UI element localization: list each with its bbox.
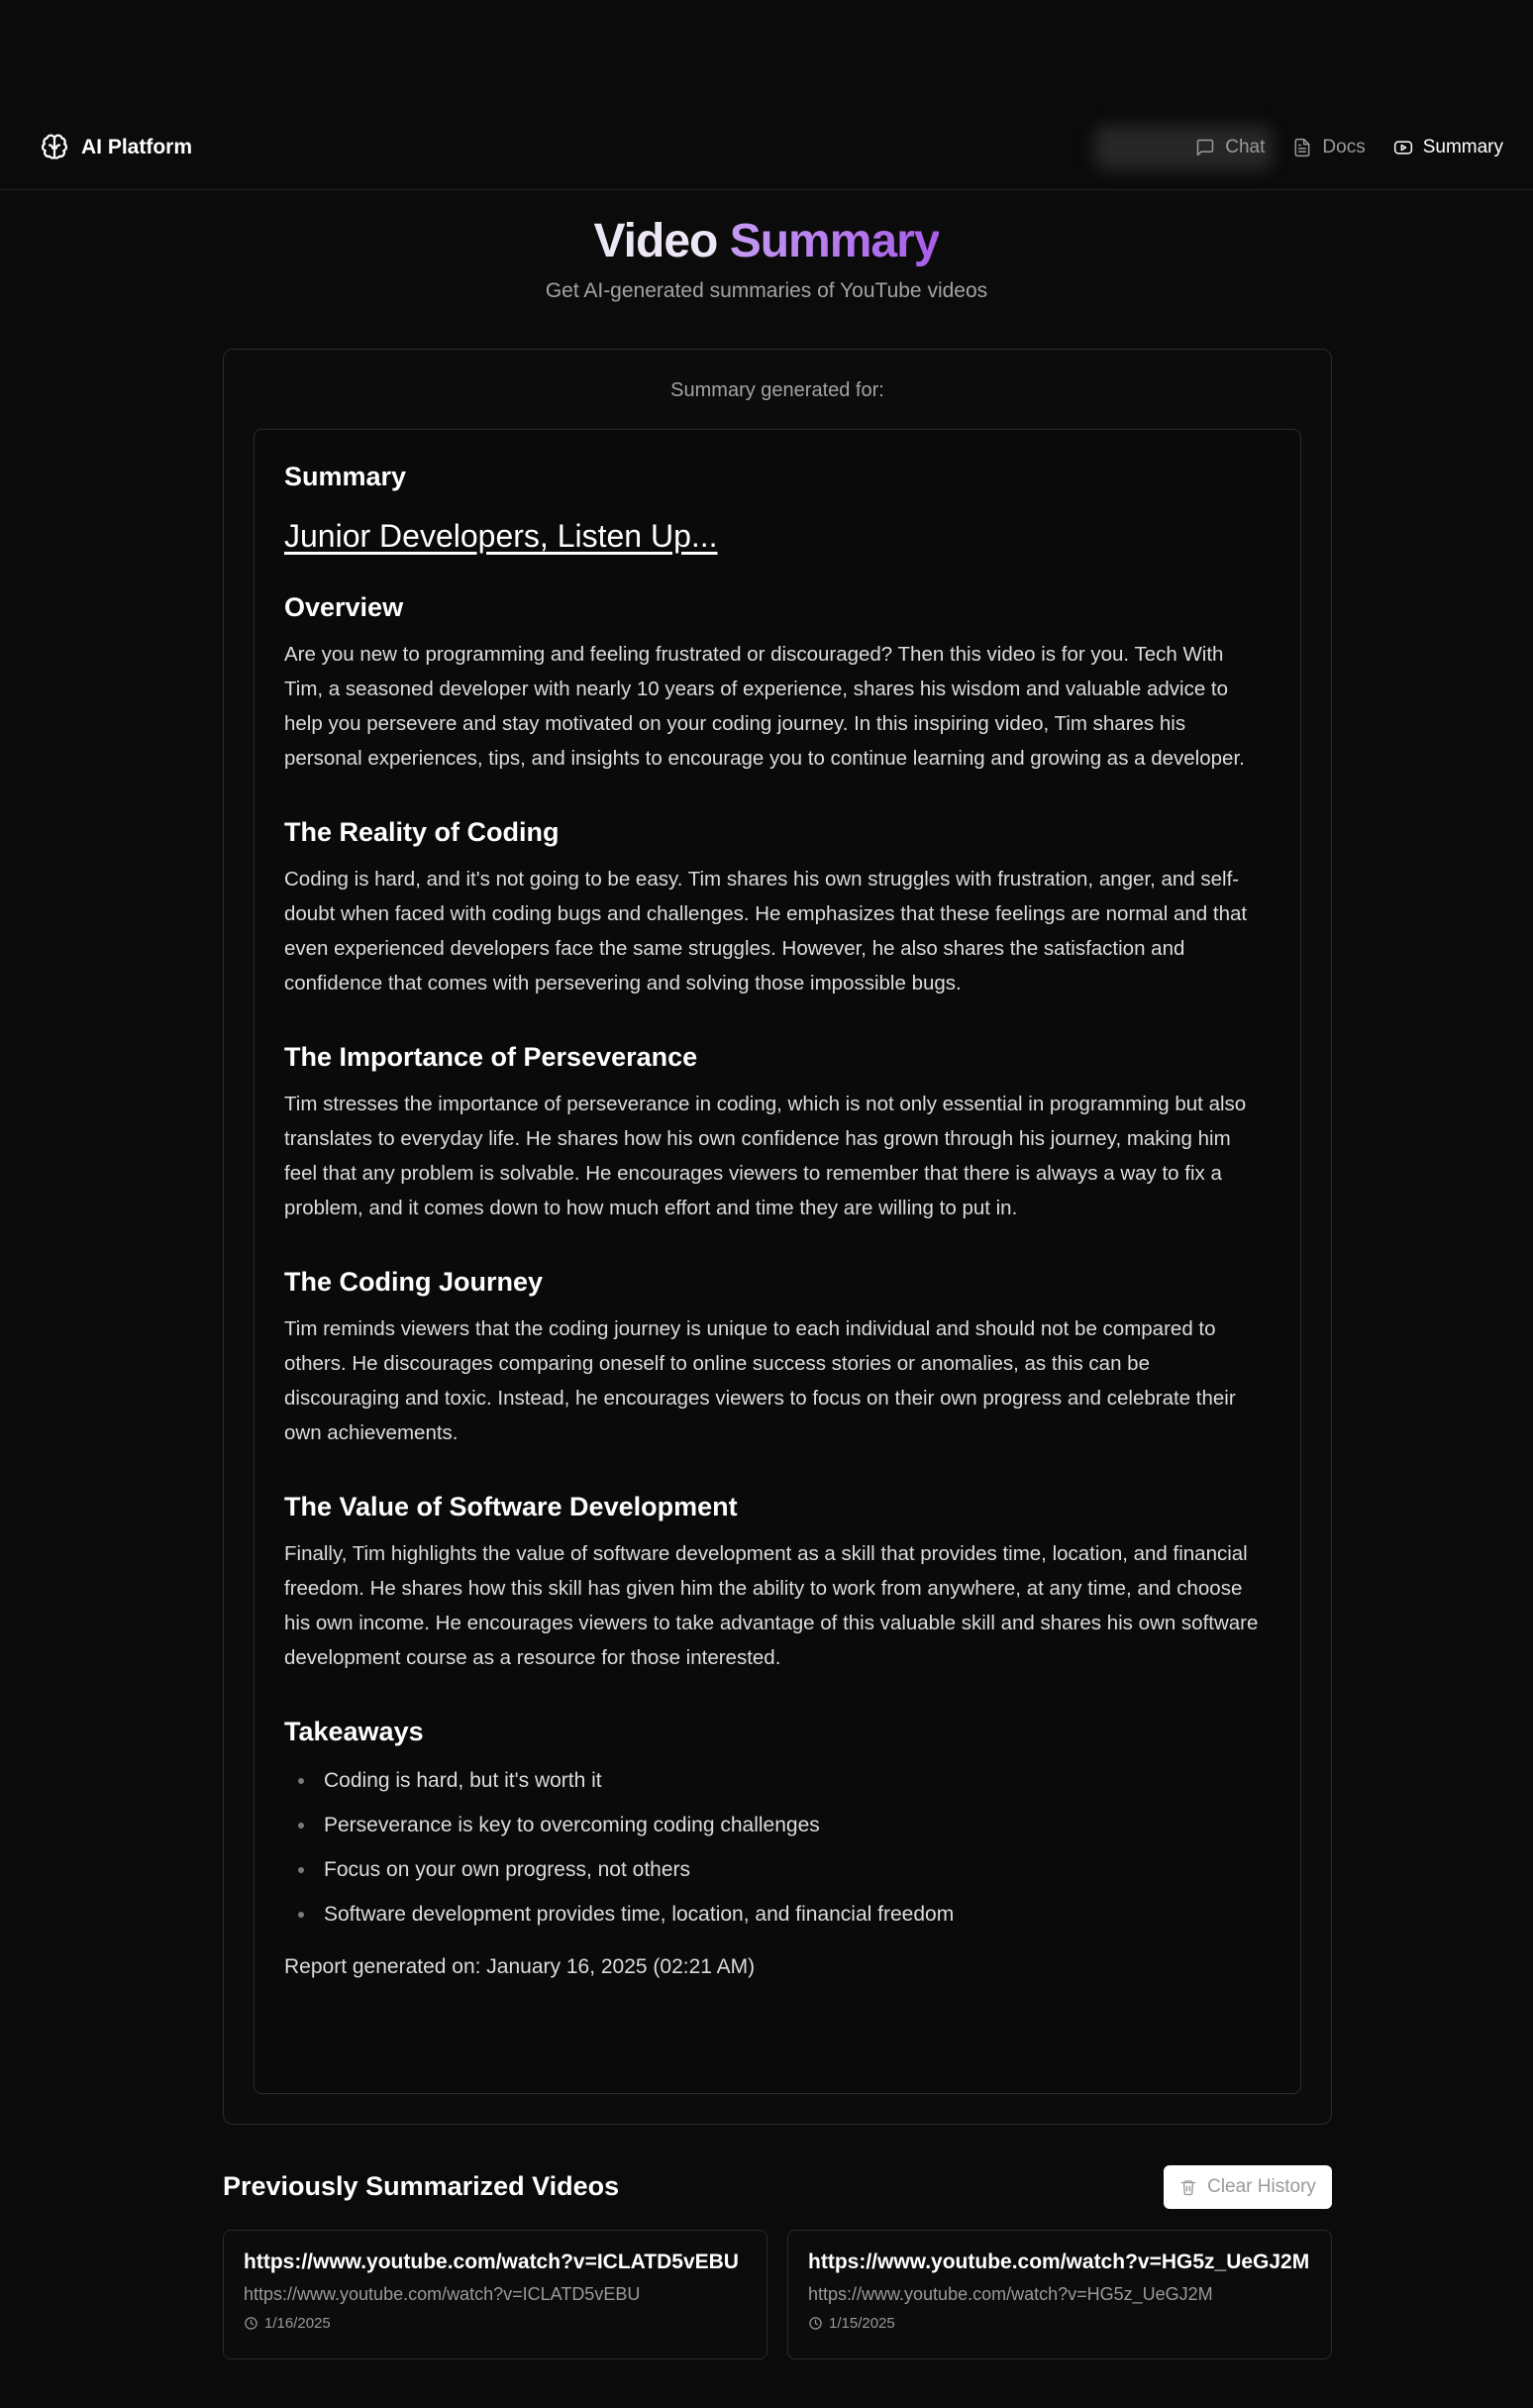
- summary-content: [254, 429, 1301, 2094]
- section-heading: The Reality of Coding: [284, 817, 560, 847]
- section-heading: Overview: [284, 592, 404, 622]
- history-card-url: https://www.youtube.com/watch?v=HG5z_UeGJ2M: [808, 2284, 1213, 2304]
- clock-icon: [244, 2316, 258, 2331]
- history-card-date: [808, 2315, 1311, 2332]
- section-reality-of-coding: [284, 817, 1267, 1000]
- section-body: Coding is hard, and it's not going to be easy. Tim shares his own struggles with frustration, anger, and self-doubt when faced with coding bugs and challenges. He emphasizes that these feelings are normal and that even experienced developers face the same struggles. However, he also shares the satisfaction and confidence that comes with persevering and solving those impossible bugs.: [284, 868, 1248, 995]
- takeaway-text: Software development provides time, location, and financial freedom: [324, 1903, 955, 1926]
- history-heading: Previously Summarized Videos: [223, 2171, 620, 2201]
- history-card[interactable]: [787, 2230, 1332, 2359]
- section-heading: The Value of Software Development: [284, 1492, 738, 1521]
- page-title: [0, 214, 1533, 268]
- bullet-icon: [298, 1778, 304, 1784]
- brand[interactable]: [40, 133, 192, 162]
- section-coding-journey: [284, 1267, 1267, 1450]
- nav-docs-label: Docs: [1322, 137, 1366, 157]
- summary-card: [223, 349, 1332, 2125]
- summary-heading: Summary: [284, 462, 407, 491]
- takeaway-text: Perseverance is key to overcoming coding challenges: [324, 1814, 820, 1836]
- nav-chat[interactable]: [1181, 133, 1278, 162]
- section-overview: [284, 592, 1267, 776]
- takeaways: [284, 1717, 1267, 1941]
- youtube-icon: [1393, 138, 1413, 157]
- report-date: Report generated on: January 16, 2025 (02:21 AM): [284, 1955, 756, 1978]
- trash-icon: [1179, 2178, 1197, 2196]
- nav-summary-label: Summary: [1422, 137, 1503, 157]
- generated-for-label: Summary generated for:: [670, 379, 884, 401]
- section-value-of-software-development: [284, 1492, 1267, 1675]
- clear-history-label: Clear History: [1207, 2176, 1316, 2197]
- takeaways-heading: Takeaways: [284, 1717, 424, 1746]
- page-title-part1: Video: [593, 215, 718, 267]
- list-item: [284, 1808, 1267, 1852]
- file-text-icon: [1292, 138, 1312, 157]
- message-square-icon: [1195, 138, 1215, 157]
- history-card-date-text: 1/16/2025: [264, 2315, 331, 2332]
- section-body: Finally, Tim highlights the value of software development as a skill that provides time, location, and financial freedom. He shares how this skill has given him the ability to work from anywhere, at any time, and choose his own income. He encourages viewers to take advantage of this valuable skill and shares his own software development course as a resource for those interested.: [284, 1542, 1259, 1669]
- brain-icon: [40, 133, 69, 162]
- history-card-title[interactable]: https://www.youtube.com/watch?v=HG5z_UeGJ2M: [808, 2251, 1310, 2273]
- takeaway-text: Coding is hard, but it's worth it: [324, 1769, 602, 1792]
- section-body: Tim stresses the importance of perseverance in coding, which is not only essential in programming but also translates to everyday life. He shares how his own confidence has grown through his journey, making him feel that any problem is solvable. He encourages viewers to remember that there is always a way to fix a problem, and it comes down to how much effort and time they are willing to put in.: [284, 1093, 1247, 1219]
- history-card-title[interactable]: https://www.youtube.com/watch?v=ICLATD5vEBU: [244, 2251, 739, 2273]
- takeaways-list: [284, 1763, 1267, 1941]
- brand-name: AI Platform: [81, 136, 193, 158]
- nav-chat-label: Chat: [1225, 137, 1266, 157]
- bullet-icon: [298, 1823, 304, 1829]
- top-navbar: [0, 0, 1533, 190]
- history-card[interactable]: [223, 2230, 767, 2359]
- page-title-part2: Summary: [729, 215, 940, 267]
- section-heading: The Coding Journey: [284, 1267, 544, 1297]
- video-title-link[interactable]: Junior Developers, Listen Up...: [284, 518, 718, 554]
- bullet-icon: [298, 1912, 304, 1918]
- clock-icon: [808, 2316, 823, 2331]
- section-body: Are you new to programming and feeling frustrated or discouraged? Then this video is for you. Tech With Tim, a seasoned developer with nearly 10 years of experience, shares his wisdom and valuable advice to help you persevere and stay motivated on your coding journey. In this inspiring video, Tim shares his personal experiences, tips, and insights to encourage you to continue learning and growing as a developer.: [284, 643, 1245, 770]
- history-card-date-text: 1/15/2025: [829, 2315, 895, 2332]
- nav-docs[interactable]: [1278, 133, 1379, 162]
- bullet-icon: [298, 1867, 304, 1873]
- page-subtitle: Get AI-generated summaries of YouTube videos: [545, 279, 988, 302]
- list-item: [284, 1763, 1267, 1808]
- main-nav: [1181, 133, 1517, 162]
- section-body: Tim reminds viewers that the coding journey is unique to each individual and should not be compared to others. He discourages comparing oneself to online success stories or anomalies, as this can be discouraging and toxic. Instead, he encourages viewers to focus on their own progress and celebrate their own achievements.: [284, 1317, 1236, 1444]
- history-card-date: [244, 2315, 747, 2332]
- section-importance-of-perseverance: [284, 1042, 1267, 1225]
- list-item: [284, 1852, 1267, 1897]
- section-heading: The Importance of Perseverance: [284, 1042, 698, 1072]
- clear-history-button[interactable]: [1164, 2165, 1332, 2209]
- takeaway-text: Focus on your own progress, not others: [324, 1858, 691, 1881]
- history-card-url: https://www.youtube.com/watch?v=ICLATD5vEBU: [244, 2284, 641, 2304]
- nav-summary[interactable]: [1380, 133, 1517, 162]
- list-item: [284, 1897, 1267, 1941]
